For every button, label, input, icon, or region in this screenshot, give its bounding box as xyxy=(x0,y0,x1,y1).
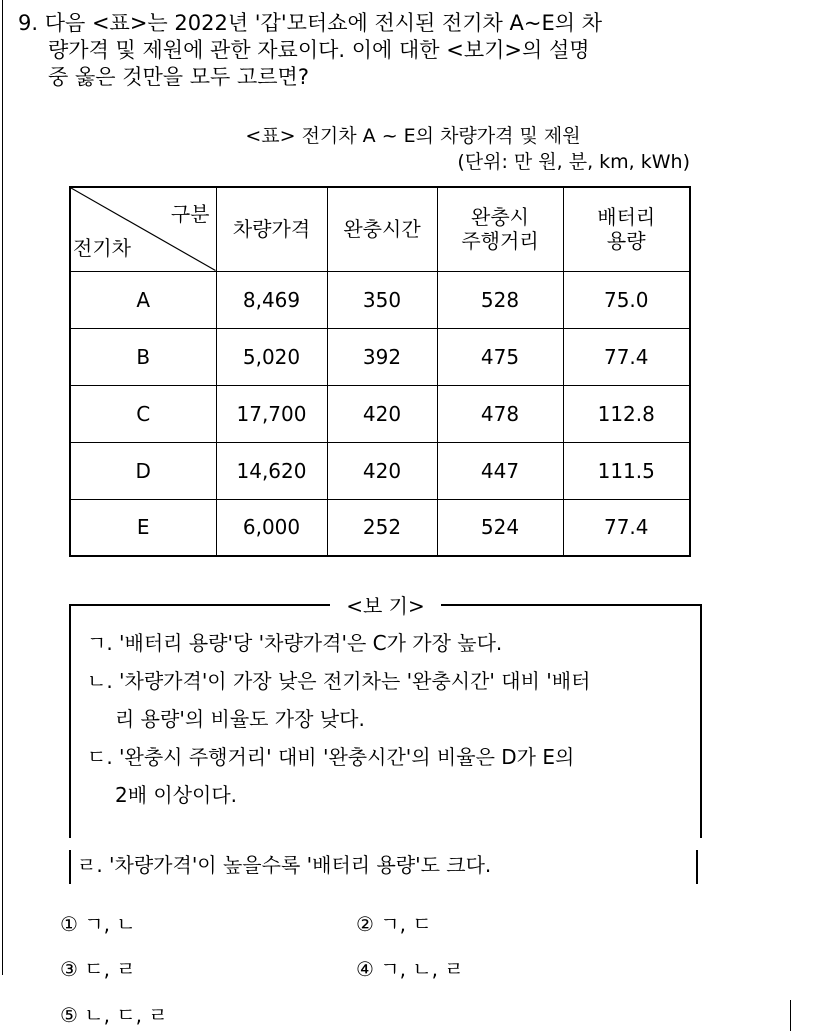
cell-battery: 77.4 xyxy=(563,328,690,385)
corner-label-ev: 전기차 xyxy=(73,235,131,260)
bogi-item-digeut-cont: 2배 이상이다. xyxy=(115,783,238,807)
cell-charge-time: 252 xyxy=(327,499,437,556)
option-1[interactable]: ① ㄱ, ㄴ xyxy=(60,912,136,936)
question-line-3: 중 옳은 것만을 모두 고르면? xyxy=(48,65,309,89)
row-label: A xyxy=(70,271,216,328)
header-battery xyxy=(563,187,690,271)
header-battery-line-1: 배터리 xyxy=(597,205,656,230)
cell-battery: 112.8 xyxy=(563,385,690,442)
cell-price: 5,020 xyxy=(216,328,327,385)
bogi-item-giyeok: ㄱ. '배터리 용량'당 '차량가격'은 C가 가장 높다. xyxy=(87,631,503,655)
cell-range: 475 xyxy=(437,328,563,385)
cell-range: 528 xyxy=(437,271,563,328)
header-charge-time-label: 완충시간 xyxy=(343,217,421,242)
cell-charge-time: 392 xyxy=(327,328,437,385)
bogi-title-text: <보 기> xyxy=(330,594,441,618)
table-header-row xyxy=(70,187,690,271)
option-2[interactable]: ② ㄱ, ㄷ xyxy=(356,912,432,936)
table-unit: (단위: 만 원, 분, km, kWh) xyxy=(457,151,690,173)
header-range-line-1: 완충시 xyxy=(471,205,529,230)
header-battery-line-2: 용량 xyxy=(606,229,646,254)
corner-label-category: 구분 xyxy=(170,202,210,226)
header-range xyxy=(437,187,563,271)
cell-battery: 111.5 xyxy=(563,442,690,499)
bogi-item-rieul: ㄹ. '차량가격'이 높을수록 '배터리 용량'도 크다. xyxy=(77,853,492,877)
bogi-item-nieun: ㄴ. '차량가격'이 가장 낮은 전기차는 '완충시간' 대비 '배터 xyxy=(87,669,591,693)
option-4[interactable]: ④ ㄱ, ㄴ, ㄹ xyxy=(356,957,464,981)
option-5[interactable]: ⑤ ㄴ, ㄷ, ㄹ xyxy=(60,1003,168,1027)
table-row xyxy=(70,271,690,328)
bogi-items xyxy=(87,624,687,814)
option-3[interactable]: ③ ㄷ, ㄹ xyxy=(60,957,136,981)
bogi-item-nieun-cont: 리 용량'의 비율도 가장 낮다. xyxy=(115,707,365,731)
table-row xyxy=(70,499,690,556)
row-label: C xyxy=(70,385,216,442)
page-rule-right xyxy=(790,1000,791,1031)
cell-battery: 77.4 xyxy=(563,499,690,556)
bogi-border-fragment-right xyxy=(696,850,698,884)
bogi-border-fragment-left xyxy=(69,850,71,884)
table-corner-cell xyxy=(70,187,216,271)
bogi-box xyxy=(69,594,702,838)
header-charge-time xyxy=(327,187,437,271)
header-range-line-2: 주행거리 xyxy=(461,229,539,254)
cell-charge-time: 420 xyxy=(327,385,437,442)
bogi-item-digeut: ㄷ. '완충시 주행거리' 대비 '완충시간'의 비율은 D가 E의 xyxy=(87,745,575,769)
cell-range: 524 xyxy=(437,499,563,556)
cell-price: 17,700 xyxy=(216,385,327,442)
table-caption: <표> 전기차 A ~ E의 차량가격 및 제원 xyxy=(245,125,581,147)
cell-price: 14,620 xyxy=(216,442,327,499)
table-row xyxy=(70,442,690,499)
cell-price: 6,000 xyxy=(216,499,327,556)
cell-battery: 75.0 xyxy=(563,271,690,328)
question-line-1: 9. 다음 <표>는 2022년 '갑'모터쇼에 전시된 전기차 A~E의 차 xyxy=(18,11,602,35)
header-price-label: 차량가격 xyxy=(232,217,311,242)
table-row xyxy=(70,328,690,385)
cell-price: 8,469 xyxy=(216,271,327,328)
cell-range: 478 xyxy=(437,385,563,442)
header-price xyxy=(216,187,327,271)
cell-charge-time: 350 xyxy=(327,271,437,328)
row-label: D xyxy=(70,442,216,499)
question-line-2: 량가격 및 제원에 관한 자료이다. 이에 대한 <보기>의 설명 xyxy=(48,38,590,62)
cell-range: 447 xyxy=(437,442,563,499)
cell-charge-time: 420 xyxy=(327,442,437,499)
row-label: E xyxy=(70,499,216,556)
ev-spec-table xyxy=(69,186,691,557)
table-row xyxy=(70,385,690,442)
bogi-title xyxy=(71,590,700,619)
row-label: B xyxy=(70,328,216,385)
question-stem xyxy=(18,10,788,91)
